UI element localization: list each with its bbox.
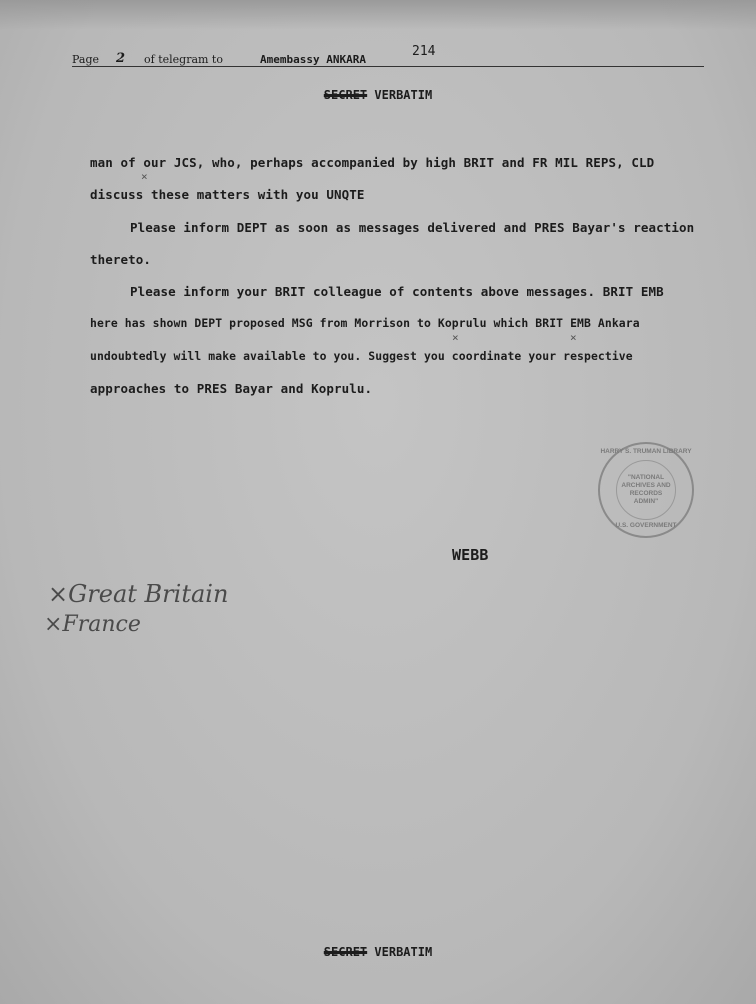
handwritten-number: 214 xyxy=(412,44,436,59)
handwritten-note-france: ×France xyxy=(44,612,141,637)
stamp-bottom-text: U.S. GOVERNMENT xyxy=(615,522,677,529)
telegram-header xyxy=(72,44,704,70)
check-mark: × xyxy=(141,170,148,183)
check-mark: × xyxy=(570,331,577,344)
scan-edge xyxy=(0,0,756,30)
body-line-1: man of our JCS, who, perhaps accompanied by high BRIT and FR MIL REPS, CLD xyxy=(90,155,655,170)
stamp-center-line: "NATIONAL xyxy=(627,474,665,481)
header-rule xyxy=(72,66,704,67)
handwritten-note-great-britain: ×Great Britain xyxy=(48,580,229,608)
body-line-2: discuss these matters with you UNQTE xyxy=(90,187,365,202)
classification-rest: VERBATIM xyxy=(374,945,433,959)
stamp-center-line: ADMIN" xyxy=(633,498,659,505)
body-line-6: here has shown DEPT proposed MSG from Morrison to Koprulu which BRIT EMB Ankara xyxy=(90,316,640,330)
body-line-3: Please inform DEPT as soon as messages delivered and PRES Bayar's reaction xyxy=(130,220,695,235)
classification-struck: SECRET xyxy=(323,88,368,102)
stamp-arc-text: HARRY S. TRUMAN LIBRARY xyxy=(600,448,692,455)
page-label: Page xyxy=(72,53,100,66)
stamp-center-line: RECORDS xyxy=(629,490,663,497)
page-number: 2 xyxy=(116,51,126,66)
classification-rest: VERBATIM xyxy=(374,88,433,102)
stamp-center-line: ARCHIVES AND xyxy=(621,482,671,489)
body-line-5: Please inform your BRIT colleague of contents above messages. BRIT EMB xyxy=(130,284,664,299)
check-mark: × xyxy=(452,331,459,344)
of-telegram-label: of telegram to xyxy=(144,53,223,66)
addressee: Amembassy ANKARA xyxy=(260,53,366,66)
truman-library-stamp xyxy=(598,442,694,538)
classification-struck: SECRET xyxy=(323,945,368,959)
body-line-7: undoubtedly will make available to you. Suggest you coordinate your respective xyxy=(90,349,633,363)
classification-bottom xyxy=(0,945,756,959)
body-line-4: thereto. xyxy=(90,252,152,267)
classification-top xyxy=(0,88,756,102)
body-line-8: approaches to PRES Bayar and Koprulu. xyxy=(90,381,373,396)
sign-off: WEBB xyxy=(452,546,489,564)
